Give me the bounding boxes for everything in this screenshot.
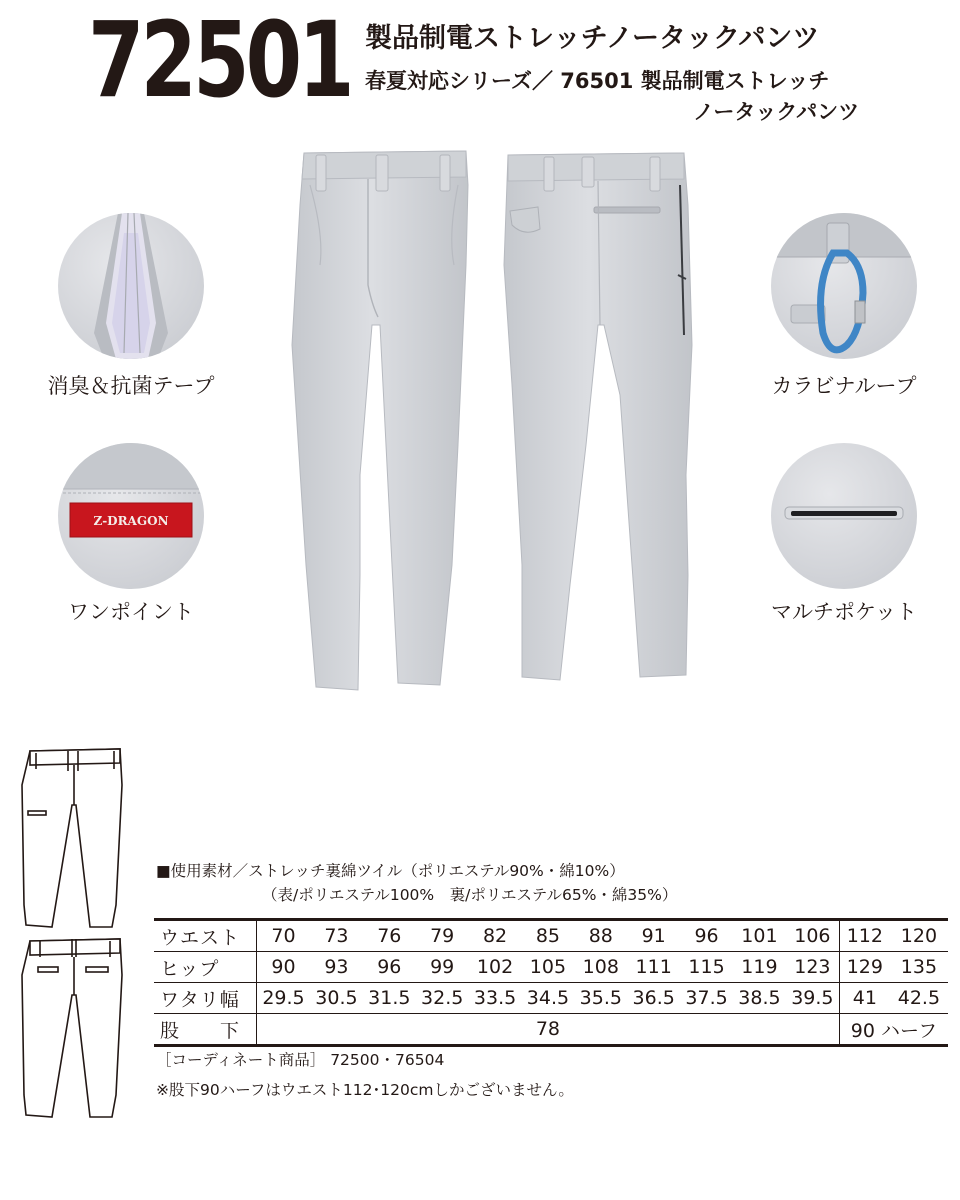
thigh-row-label: ワタリ幅 (154, 983, 257, 1014)
hip-cell: 135 (890, 952, 948, 983)
waist-cell: 82 (469, 920, 522, 952)
thigh-cell: 31.5 (363, 983, 416, 1014)
waist-cell: 101 (733, 920, 786, 952)
thigh-cell: 29.5 (257, 983, 311, 1014)
inseam-row-label: 股 下 (154, 1014, 257, 1046)
pants-back-view (504, 153, 692, 680)
waist-cell: 70 (257, 920, 311, 952)
thigh-cell: 38.5 (733, 983, 786, 1014)
one-point-feature-label: ワンポイント (68, 600, 194, 624)
thigh-cell: 33.5 (469, 983, 522, 1014)
waist-cell: 85 (522, 920, 575, 952)
product-number: 72501 (88, 0, 351, 121)
materials-line1: ■使用素材／ストレッチ裏綿ツイル（ポリエステル90%・綿10%） (156, 862, 625, 880)
hip-cell: 115 (680, 952, 733, 983)
waist-cell: 96 (680, 920, 733, 952)
waist-row-label: ウエスト (154, 920, 257, 952)
inseam-row (154, 1014, 948, 1046)
coordinate-products-note: ［コーディネート商品］ 72500・76504 (156, 1051, 445, 1069)
product-title: 製品制電ストレッチノータックパンツ (365, 23, 820, 54)
waist-cell: 76 (363, 920, 416, 952)
hip-cell: 102 (469, 952, 522, 983)
thigh-cell: 32.5 (416, 983, 469, 1014)
waist-cell: 120 (890, 920, 948, 952)
thigh-row (154, 983, 948, 1014)
waist-cell: 73 (310, 920, 363, 952)
inseam-availability-note: ※股下90ハーフはウエスト112･120cmしかございません。 (156, 1081, 574, 1099)
brand-tag-closeup-image (58, 443, 204, 589)
pants-product-photo (280, 145, 700, 695)
hip-cell: 129 (839, 952, 889, 983)
tape-feature-label: 消臭＆抗菌テープ (47, 374, 215, 398)
hip-cell: 123 (786, 952, 840, 983)
waist-row (154, 920, 948, 952)
size-table (154, 918, 948, 1047)
thigh-cell: 30.5 (310, 983, 363, 1014)
waist-cell: 106 (786, 920, 840, 952)
front-technical-drawing (22, 749, 122, 927)
inseam-regular-cell: 78 (257, 1014, 840, 1046)
thigh-cell: 42.5 (890, 983, 948, 1014)
hip-cell: 108 (574, 952, 627, 983)
product-subtitle: 春夏対応シリーズ／ 76501 製品制電ストレッチ (365, 69, 830, 93)
hip-row (154, 952, 948, 983)
pants-front-view (292, 151, 468, 690)
hip-cell: 93 (310, 952, 363, 983)
waist-cell: 112 (839, 920, 889, 952)
waist-cell: 79 (416, 920, 469, 952)
waist-cell: 91 (627, 920, 680, 952)
multi-pocket-feature-label: マルチポケット (771, 600, 917, 624)
product-subtitle-continued: ノータックパンツ (693, 100, 860, 124)
hip-row-label: ヒップ (154, 952, 257, 983)
hip-cell: 119 (733, 952, 786, 983)
tape-closeup-image (58, 213, 204, 359)
thigh-cell: 36.5 (627, 983, 680, 1014)
thigh-cell: 37.5 (680, 983, 733, 1014)
thigh-cell: 34.5 (522, 983, 575, 1014)
hip-cell: 99 (416, 952, 469, 983)
materials-line2: （表/ポリエステル100% 裏/ポリエステル65%・綿35%） (262, 886, 678, 904)
thigh-cell: 41 (839, 983, 889, 1014)
hip-cell: 105 (522, 952, 575, 983)
waist-cell: 88 (574, 920, 627, 952)
hip-cell: 96 (363, 952, 416, 983)
brand-tag-text: Z-DRAGON (93, 514, 169, 528)
carabiner-feature-label: カラビナループ (771, 374, 917, 398)
hip-cell: 90 (257, 952, 311, 983)
back-technical-drawing (22, 939, 122, 1117)
thigh-cell: 39.5 (786, 983, 840, 1014)
hip-cell: 111 (627, 952, 680, 983)
thigh-cell: 35.5 (574, 983, 627, 1014)
inseam-large-cell: 90 ハーフ (839, 1014, 948, 1046)
carabiner-loop-closeup-image (771, 213, 917, 359)
pants-technical-drawings (16, 745, 138, 1120)
multi-pocket-closeup-image (771, 443, 917, 589)
